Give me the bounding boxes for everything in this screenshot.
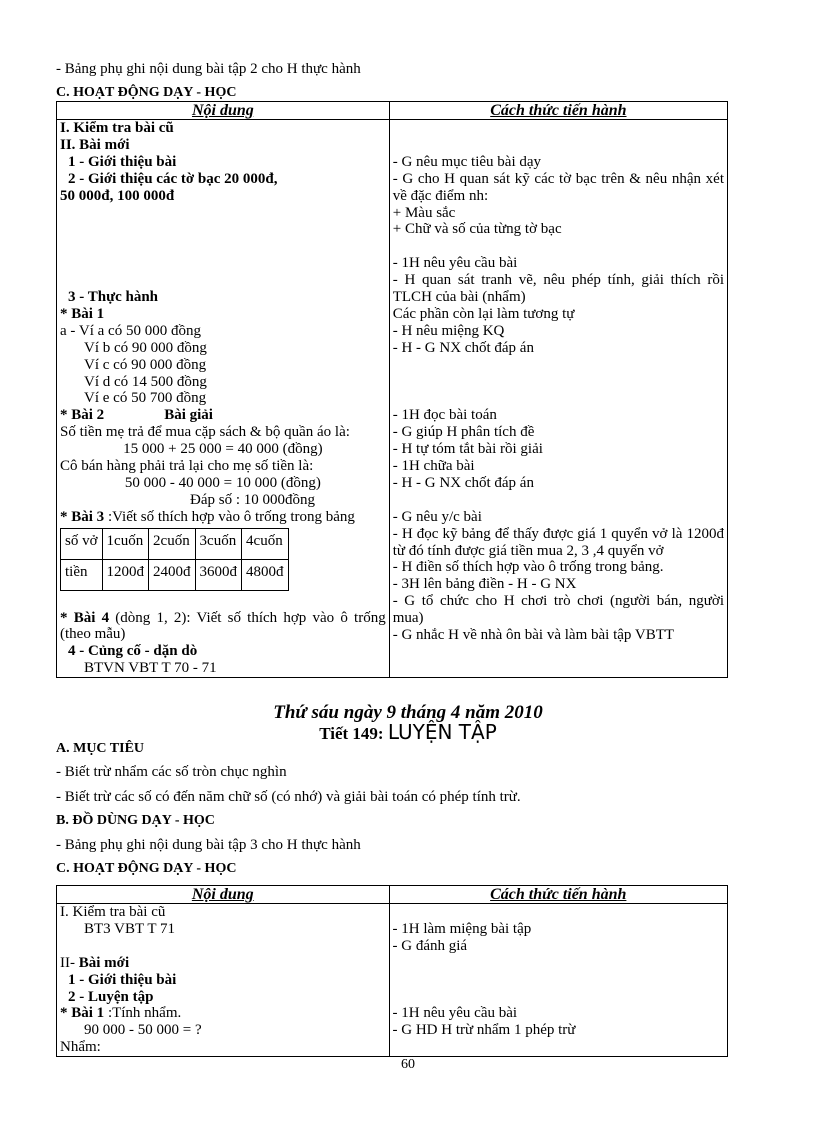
ex2-calc1: 15 000 + 25 000 = 40 000 (đồng) (123, 441, 323, 458)
method-line: - 1H chữa bài (392, 458, 475, 475)
table2-method-cell (389, 904, 727, 1057)
method-line: Các phần còn lại làm tương tự (392, 305, 575, 322)
method-line: - H điền số thích hợp vào ô trống trong bảng. (392, 559, 664, 576)
ex3-cell: 1200đ (102, 559, 149, 590)
table1-header-method: Cách thức tiến hành (389, 102, 727, 120)
table1-method-cell (389, 120, 727, 678)
table2-content-cell (57, 904, 390, 1057)
item-ex2: * Bài 2 (60, 407, 105, 424)
section-a-heading: A. MỤC TIÊU (56, 741, 145, 756)
t2-method-line: - G HD H trừ nhẩm 1 phép trừ (392, 1022, 576, 1039)
goal-line-1: - Biết trừ nhẩm các số tròn chục nghìn (56, 764, 287, 780)
ex1-wallet-d: Ví d có 14 500 đồng (84, 373, 207, 390)
table2-header-content: Nội dung (57, 886, 390, 904)
method-line: - 1H đọc bài toán (392, 407, 497, 424)
ex3-cell: 3cuốn (195, 528, 242, 559)
ex3-cell: 4800đ (242, 559, 289, 590)
item-new-lesson: II. Bài mới (60, 136, 130, 153)
t2-method-line: - G đánh giá (392, 937, 468, 954)
ex1-wallet-e: Ví e có 50 700 đồng (84, 390, 207, 407)
t2-ex1-text: :Tính nhẩm. (104, 1005, 182, 1022)
ex3-cell: 4cuốn (242, 528, 289, 559)
method-line: - G nhắc H về nhà ôn bài và làm bài tập VBTT (392, 627, 675, 644)
method-line: - 1H nêu yêu cầu bài (392, 255, 518, 272)
method-line: - G cho H quan sát kỹ các tờ bạc trên & nêu nhận xét về đặc điểm nh: (392, 170, 724, 204)
ex3-cell: 3600đ (195, 559, 242, 590)
t2-ex1-calc: 90 000 - 50 000 = ? (84, 1022, 202, 1039)
item-intro: 1 - Giới thiệu bài (68, 153, 177, 170)
section-b-heading: B. ĐỒ DÙNG DẠY - HỌC (56, 813, 215, 828)
item-ex3: * Bài 3 (60, 508, 105, 525)
method-line: - H đọc kỹ bảng để thấy được giá 1 quyển vở là 1200đ từ đó tính được giá tiền mua 2, 3 ,4 quyển vở (392, 525, 724, 559)
method-line: + Chữ và số của từng tờ bạc (392, 221, 562, 238)
ex3-price-table (60, 528, 289, 591)
lesson-name: LUYỆN TẬP (387, 720, 497, 744)
date-heading: Thứ sáu ngày 9 tháng 4 năm 2010 (273, 702, 543, 723)
materials-line: - Bảng phụ ghi nội dung bài tập 2 cho H thực hành (56, 61, 361, 77)
ex2-line1: Số tiền mẹ trả để mua cặp sách & bộ quần áo là: (60, 424, 350, 441)
goal-line-2: - Biết trừ các số có đến năm chữ số (có nhớ) và giải bài toán có phép tính trừ. (56, 789, 521, 805)
tools-line: - Bảng phụ ghi nội dung bài tập 3 cho H thực hành (56, 837, 361, 853)
lesson-table-1 (56, 101, 728, 678)
ex1-wallet-c: Ví c có 90 000 đồng (84, 356, 207, 373)
ex3-cell: số vở (61, 528, 103, 559)
item-review: 4 - Củng cố - dặn dò (68, 643, 198, 660)
lesson-number: Tiết 149: (319, 724, 388, 743)
item-homework: BTVN VBT T 70 - 71 (84, 660, 217, 677)
t2-new-lesson: Bài mới (78, 954, 130, 971)
lesson-table-2 (56, 885, 728, 1057)
item-banknotes-cont: 50 000đ, 100 000đ (60, 187, 175, 204)
item-ex1: * Bài 1 (60, 305, 105, 322)
method-line: - G tổ chức cho H chơi trò chơi (người bán, người mua) (392, 593, 724, 627)
t2-old-lesson-check: I. Kiểm tra bài cũ (60, 904, 166, 920)
method-line: - H tự tóm tắt bài rồi giải (392, 441, 543, 458)
t2-method-line: - 1H làm miệng bài tập (392, 920, 532, 937)
ex3-text: :Viết số thích hợp vào ô trống trong bảng (104, 508, 355, 525)
section-c2-heading: C. HOẠT ĐỘNG DẠY - HỌC (56, 861, 237, 876)
method-line: - H - G NX chốt đáp án (392, 339, 534, 356)
ex3-cell: 1cuốn (102, 528, 149, 559)
method-line: - H quan sát tranh vẽ, nêu phép tính, giải thích rồi TLCH của bài (nhẩm) (392, 272, 724, 306)
method-line: - G giúp H phân tích đề (392, 424, 535, 441)
ex2-line2: Cô bán hàng phải trả lại cho mẹ số tiền là: (60, 458, 314, 475)
item-ex4: * Bài 4 (60, 609, 110, 626)
item-banknotes: 2 - Giới thiệu các tờ bạc 20 000đ, (68, 170, 278, 187)
page-number: 60 (401, 1057, 415, 1072)
table1-content-cell (57, 120, 390, 678)
item-old-lesson-check: I. Kiểm tra bài cũ (60, 120, 174, 136)
t2-method-line: - 1H nêu yêu cầu bài (392, 1005, 518, 1022)
ex2-calc2: 50 000 - 40 000 = 10 000 (đồng) (124, 474, 321, 491)
method-line: - G nêu y/c bài (392, 508, 482, 525)
t2-new-lesson-prefix: II- (60, 954, 79, 971)
method-line: - G nêu mục tiêu bài dạy (392, 153, 542, 170)
item-practice: 3 - Thực hành (68, 288, 159, 305)
method-line: + Màu sắc (392, 204, 456, 221)
ex1-wallet-a: a - Ví a có 50 000 đồng (60, 322, 201, 339)
method-line: - H - G NX chốt đáp án (392, 474, 534, 491)
ex3-cell: tiền (61, 559, 103, 590)
method-line: - H nêu miệng KQ (392, 322, 505, 339)
ex3-cell: 2cuốn (149, 528, 196, 559)
t2-practice: 2 - Luyện tập (68, 988, 154, 1005)
table1-header-content: Nội dung (57, 102, 390, 120)
t2-ex1-mental: Nhẩm: (60, 1039, 101, 1056)
table2-header-method: Cách thức tiến hành (389, 886, 727, 904)
method-line: - 3H lên bảng điền - H - G NX (392, 576, 577, 593)
t2-ex1: * Bài 1 (60, 1005, 105, 1022)
ex2-solution-label: Bài giải (164, 407, 213, 424)
ex2-answer: Đáp số : 10 000đồng (190, 491, 315, 508)
t2-intro: 1 - Giới thiệu bài (68, 971, 177, 988)
ex4-text: (dòng 1, 2): Viết số thích hợp vào ô trống (theo mẫu) (60, 609, 386, 643)
t2-old-exercise: BT3 VBT T 71 (84, 920, 175, 937)
section-c-heading: C. HOẠT ĐỘNG DẠY - HỌC (56, 85, 237, 100)
ex3-cell: 2400đ (149, 559, 196, 590)
ex1-wallet-b: Ví b có 90 000 đồng (84, 339, 207, 356)
